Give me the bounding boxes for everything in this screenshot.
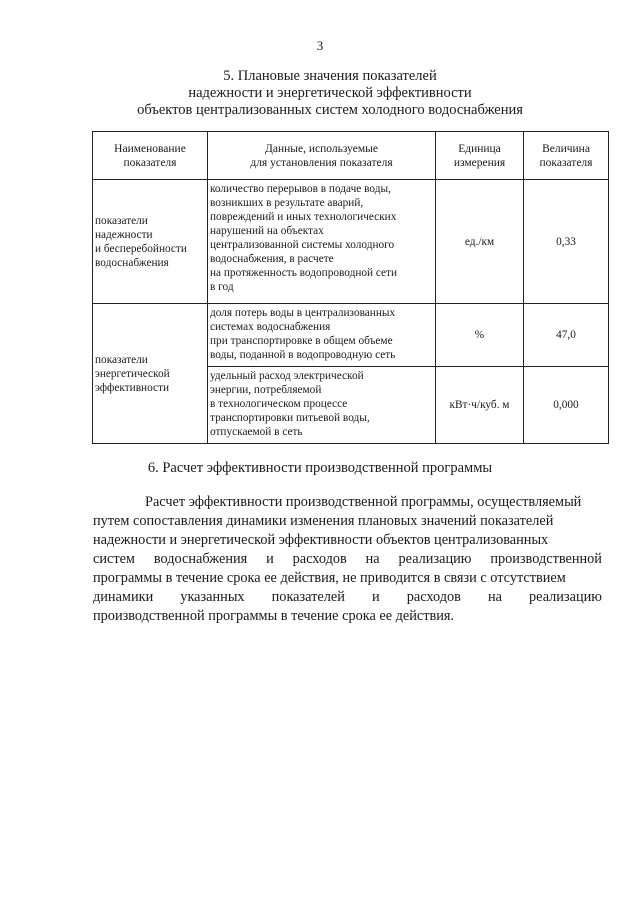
header-value: [524, 132, 609, 180]
value-cell: 0,000: [524, 367, 609, 444]
paragraph-text: динамики: [93, 589, 154, 605]
section-5-title-line: надежности и энергетической эффективности: [188, 85, 472, 101]
data-line: воды, поданной в водопроводную сеть: [210, 349, 396, 361]
table-header-row: [93, 132, 609, 180]
header-name-line: Наименование: [114, 142, 186, 155]
paragraph-line: [93, 493, 602, 512]
paragraph-text: указанных: [180, 589, 245, 605]
paragraph-line: [93, 550, 602, 569]
group-name-line: водоснабжения: [95, 256, 169, 269]
unit-cell: ед./км: [436, 180, 524, 304]
group-name-line: эффективности: [95, 381, 169, 394]
paragraph-text: на: [487, 589, 502, 605]
header-unit: [436, 132, 524, 180]
data-line: энергии, потребляемой: [210, 384, 322, 396]
header-unit-line: Единица: [458, 142, 501, 155]
data-line: централизованной системы холодного: [210, 239, 395, 251]
header-data: [208, 132, 436, 180]
unit-cell: %: [436, 304, 524, 367]
header-name-line: показателя: [123, 156, 177, 169]
section-6-paragraph: [93, 493, 602, 626]
indicator-group-name: [93, 180, 208, 304]
paragraph-text: и: [266, 551, 274, 567]
header-data-line: Данные, используемые: [265, 142, 378, 155]
data-line: повреждений и иных технологических: [210, 211, 397, 223]
header-unit-line: измерения: [453, 156, 506, 169]
indicator-data-cell: [208, 367, 436, 444]
section-5-title-line: 5. Плановые значения показателей: [223, 68, 437, 84]
table-row: [93, 180, 609, 304]
paragraph-text: Расчет эффективности производственной программы, осуществляемый: [145, 494, 582, 510]
paragraph-text: и: [371, 589, 380, 605]
value-cell: 0,33: [524, 180, 609, 304]
data-line: транспортировки питьевой воды,: [210, 412, 370, 424]
unit-cell: кВт·ч/куб. м: [436, 367, 524, 444]
paragraph-text: производственной программы в течение срока ее действия.: [93, 608, 455, 624]
indicator-data-cell: [208, 180, 436, 304]
paragraph-text: расходов: [292, 551, 347, 567]
data-line: доля потерь воды в централизованных: [210, 307, 396, 319]
paragraph-text: показателей: [271, 589, 345, 605]
page-number: 3: [316, 38, 324, 53]
group-name-line: надежности: [95, 228, 153, 241]
header-value-line: показателя: [539, 156, 593, 169]
data-line: отпускаемой в сеть: [210, 426, 303, 438]
data-line: возникших в результате аварий,: [210, 197, 364, 209]
section-5-title: [60, 68, 600, 119]
indicators-table: [92, 131, 609, 444]
paragraph-text: производственной: [490, 551, 602, 567]
indicator-group-name: [93, 304, 208, 444]
data-line: удельный расход электрической: [210, 370, 364, 382]
group-name-line: энергетической: [95, 367, 170, 380]
group-name-line: показатели: [95, 353, 148, 366]
paragraph-text: водоснабжения: [153, 551, 248, 567]
section-6-title: 6. Расчет эффективности производственной программы: [147, 460, 493, 476]
section-5-title-line: объектов централизованных систем холодного водоснабжения: [137, 102, 523, 118]
paragraph-text: реализацию: [398, 551, 472, 567]
paragraph-text: расходов: [406, 589, 461, 605]
paragraph-line: [93, 607, 602, 626]
paragraph-line: [93, 512, 602, 531]
paragraph-text: реализацию: [529, 589, 602, 605]
indicator-data-cell: [208, 304, 436, 367]
header-value-line: Величина: [542, 142, 590, 155]
data-line: водоснабжения, в расчете: [210, 253, 334, 265]
paragraph-line: [93, 531, 602, 550]
group-name-line: показатели: [95, 214, 148, 227]
paragraph-text: систем: [93, 551, 135, 567]
data-line: количество перерывов в подаче воды,: [210, 183, 391, 195]
paragraph-text: на: [365, 551, 380, 567]
paragraph-line: [93, 569, 602, 588]
paragraph-text: программы в течение срока ее действия, не приводится в связи с отсутствием: [93, 570, 566, 586]
paragraph-text: путем сопоставления динамики изменения плановых значений показателей: [93, 513, 554, 529]
header-data-line: для установления показателя: [250, 156, 393, 169]
data-line: в год: [210, 281, 234, 293]
data-line: на протяженность водопроводной сети: [210, 267, 398, 279]
data-line: в технологическом процессе: [210, 398, 348, 410]
paragraph-line: [93, 588, 602, 607]
data-line: при транспортировке в общем объеме: [210, 335, 393, 347]
table-row: [93, 304, 609, 367]
value-cell: 47,0: [524, 304, 609, 367]
paragraph-text: надежности и энергетической эффективности объектов централизованных: [93, 532, 549, 548]
data-line: системах водоснабжения: [210, 321, 331, 333]
data-line: нарушений на объектах: [210, 225, 324, 237]
header-name: [93, 132, 208, 180]
group-name-line: и бесперебойности: [95, 242, 187, 255]
